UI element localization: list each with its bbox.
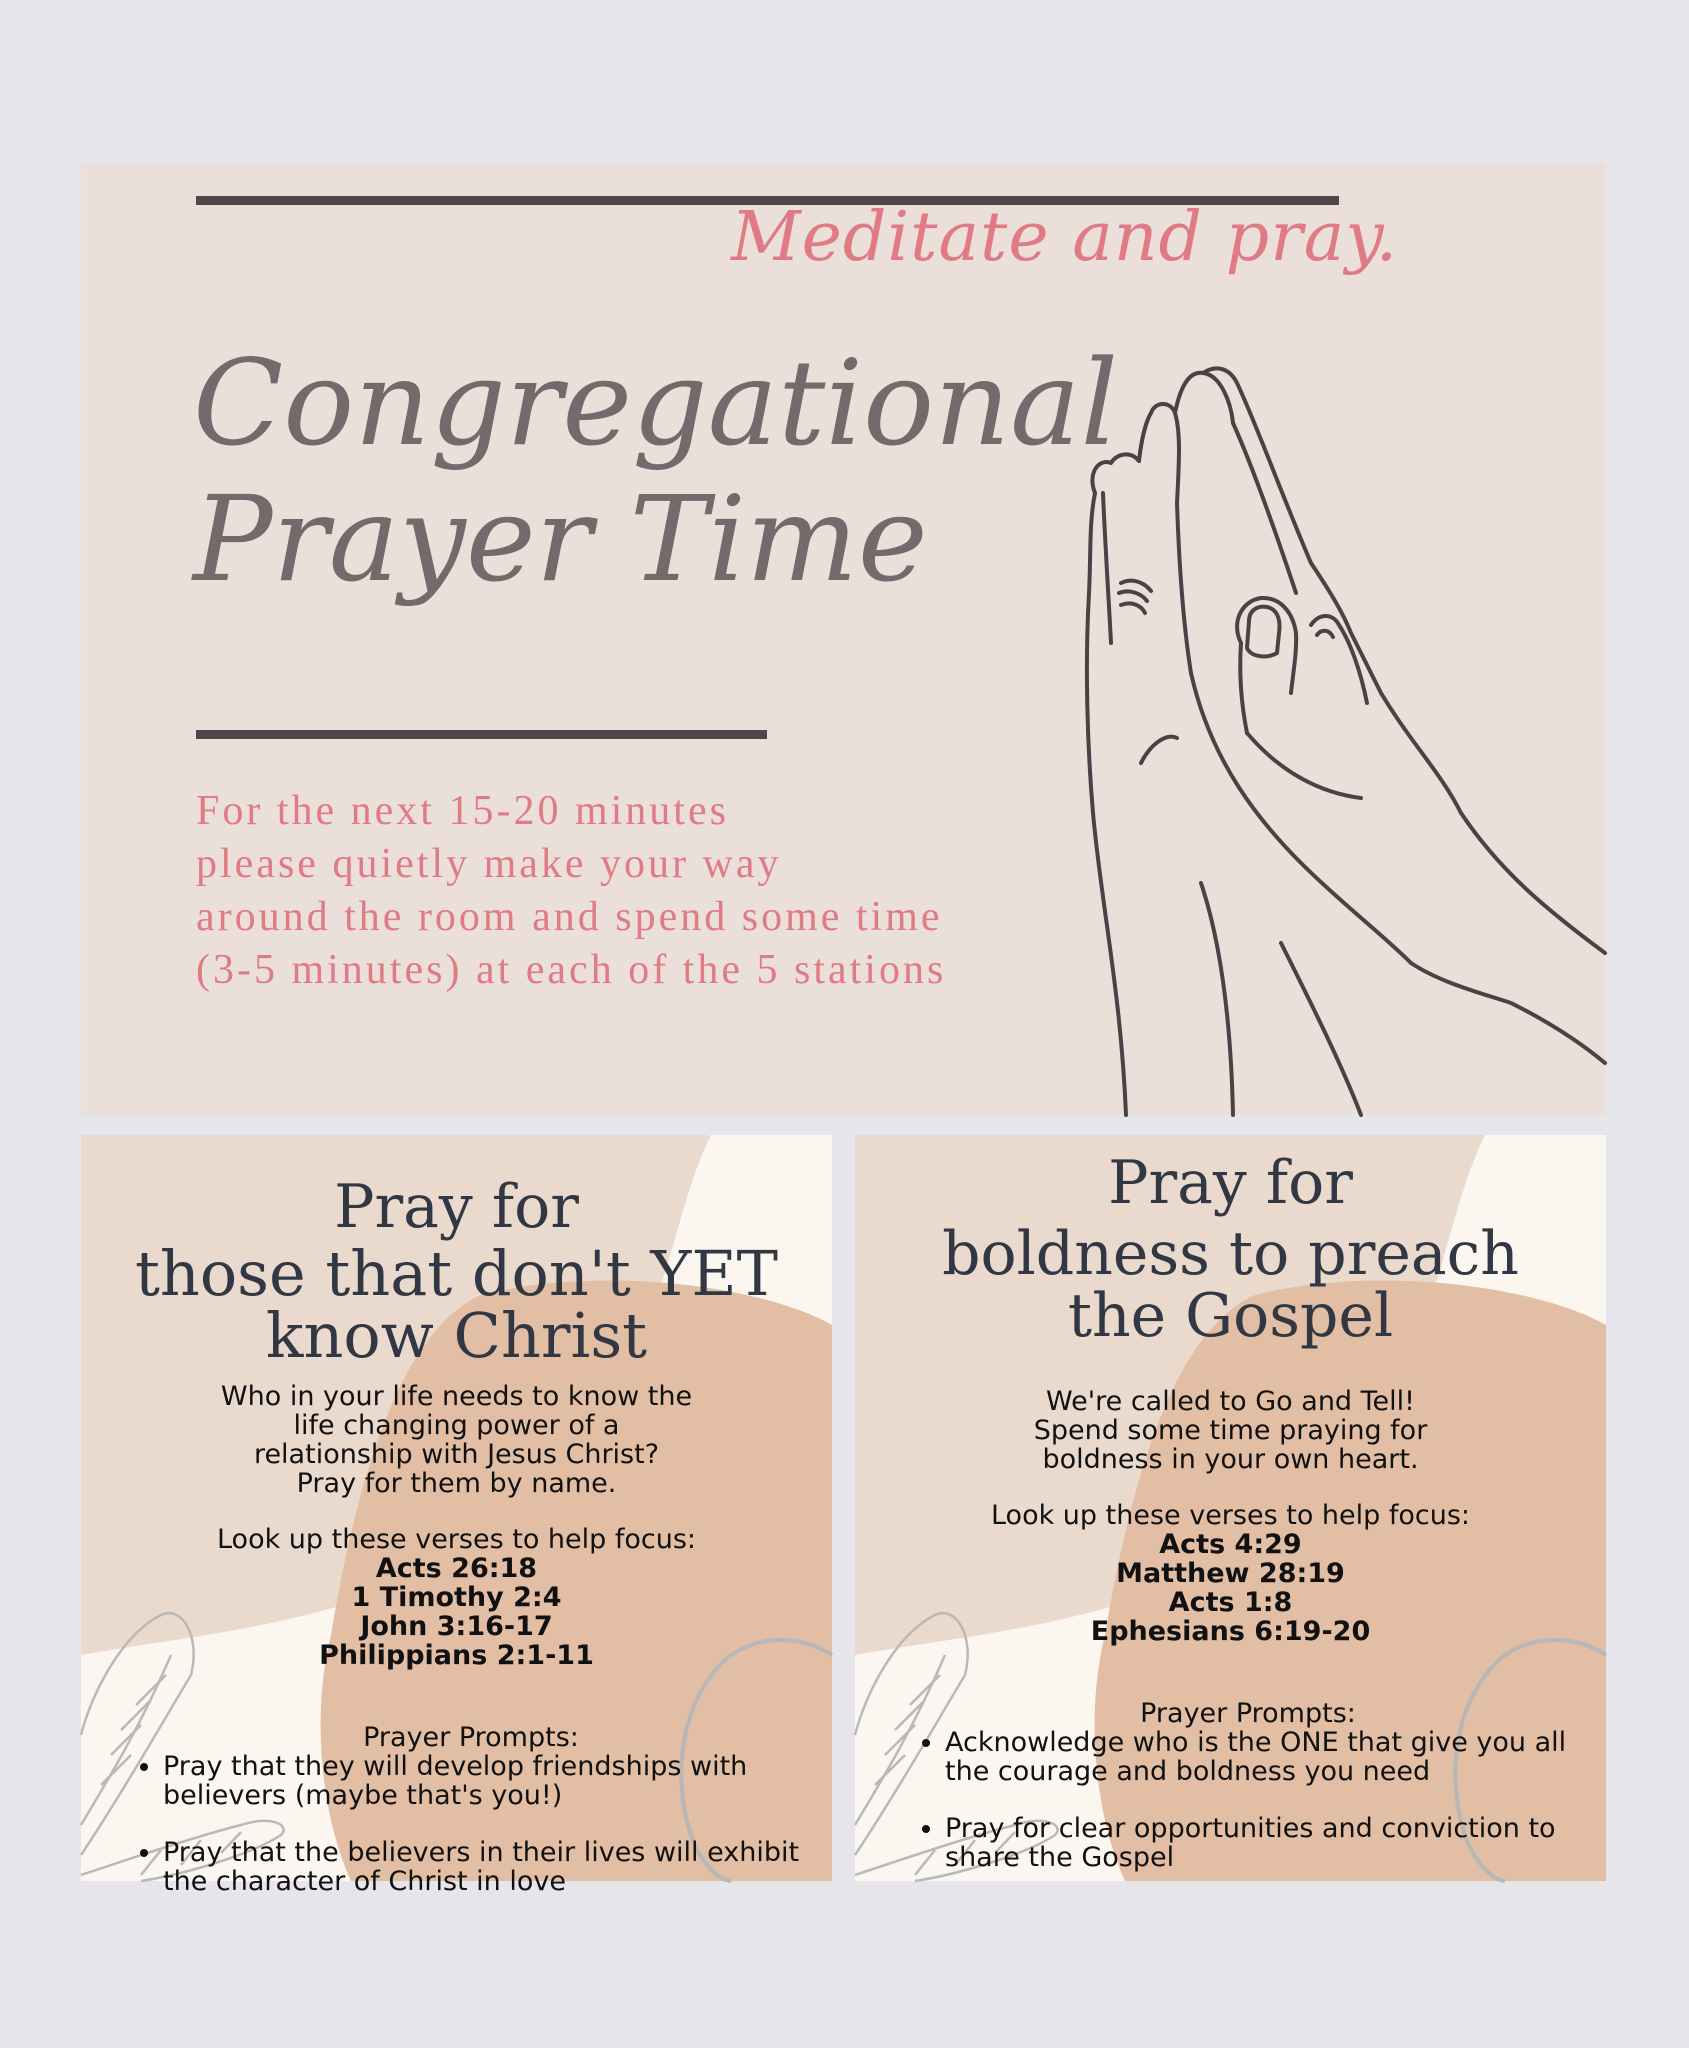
list-item: • Acknowledge who is the ONE that give you all the courage and boldness you need [945,1728,1583,1786]
prompts-heading: Prayer Prompts: [363,1722,579,1753]
card-title [81,1173,832,1241]
card-title-line: those that don't YET [135,1237,778,1310]
verse-reference: Acts 1:8 [1168,1587,1293,1618]
prompts-list [913,1728,1583,1872]
instructions-line: (3-5 minutes) at each of the 5 stations [196,947,947,993]
verses-heading: Look up these verses to help focus: [216,1524,697,1555]
intro-line: life changing power of a [293,1410,620,1441]
card-title [855,1149,1606,1217]
tagline: Meditate and pray. [731,198,1399,277]
card-intro [855,1387,1606,1474]
page-title: Congregational Prayer Time [193,334,1119,608]
verse-reference: Matthew 28:19 [1116,1558,1345,1589]
list-item: • Pray that they will develop friendships with believers (maybe that's you!) [163,1752,811,1810]
station-card-boldness [855,1135,1606,1881]
verse-reference: Ephesians 6:19-20 [1090,1616,1371,1647]
instructions-line: please quietly make your way [196,841,782,887]
intro-line: We're called to Go and Tell! [1045,1386,1415,1417]
card-title-line: the Gospel [1067,1281,1394,1351]
intro-line: Who in your life needs to know the [220,1381,693,1412]
prompts-list [131,1752,811,1896]
prayer-prompts [913,1699,1583,1900]
verses-section [855,1501,1606,1646]
prayer-prompts [131,1723,811,1924]
station-card-unbelievers [81,1135,832,1897]
intro-line: relationship with Jesus Christ? [253,1439,660,1470]
instructions-line: around the room and spend some time [196,894,943,940]
card-title-line: Pray for [334,1172,579,1242]
intro-line: boldness in your own heart. [1042,1444,1419,1475]
card-intro [81,1382,832,1498]
verse-reference: 1 Timothy 2:4 [351,1582,562,1613]
verse-reference: Acts 26:18 [375,1553,538,1584]
card-subtitle [81,1237,832,1372]
verse-reference: Philippians 2:1-11 [319,1640,594,1671]
praying-hands-icon [1081,343,1605,1115]
instructions [196,785,1156,997]
hero-panel [81,163,1605,1115]
prompts-heading: Prayer Prompts: [1140,1698,1356,1729]
intro-line: Pray for them by name. [296,1468,617,1499]
intro-line: Spend some time praying for [1033,1415,1428,1446]
card-title-line: Pray for [1108,1148,1353,1218]
verse-reference: Acts 4:29 [1159,1529,1302,1560]
verses-section [81,1525,832,1670]
card-title-line: know Christ [265,1299,648,1372]
card-title-line: boldness to preach [942,1219,1519,1289]
verses-heading: Look up these verses to help focus: [990,1500,1471,1531]
card-subtitle [855,1219,1606,1351]
list-item: • Pray that the believers in their lives will exhibit the character of Christ in love [163,1838,811,1896]
verse-reference: John 3:16-17 [360,1611,553,1642]
list-item: • Pray for clear opportunities and conviction to share the Gospel [945,1814,1583,1872]
mid-divider [196,730,767,739]
instructions-line: For the next 15-20 minutes [196,788,729,834]
